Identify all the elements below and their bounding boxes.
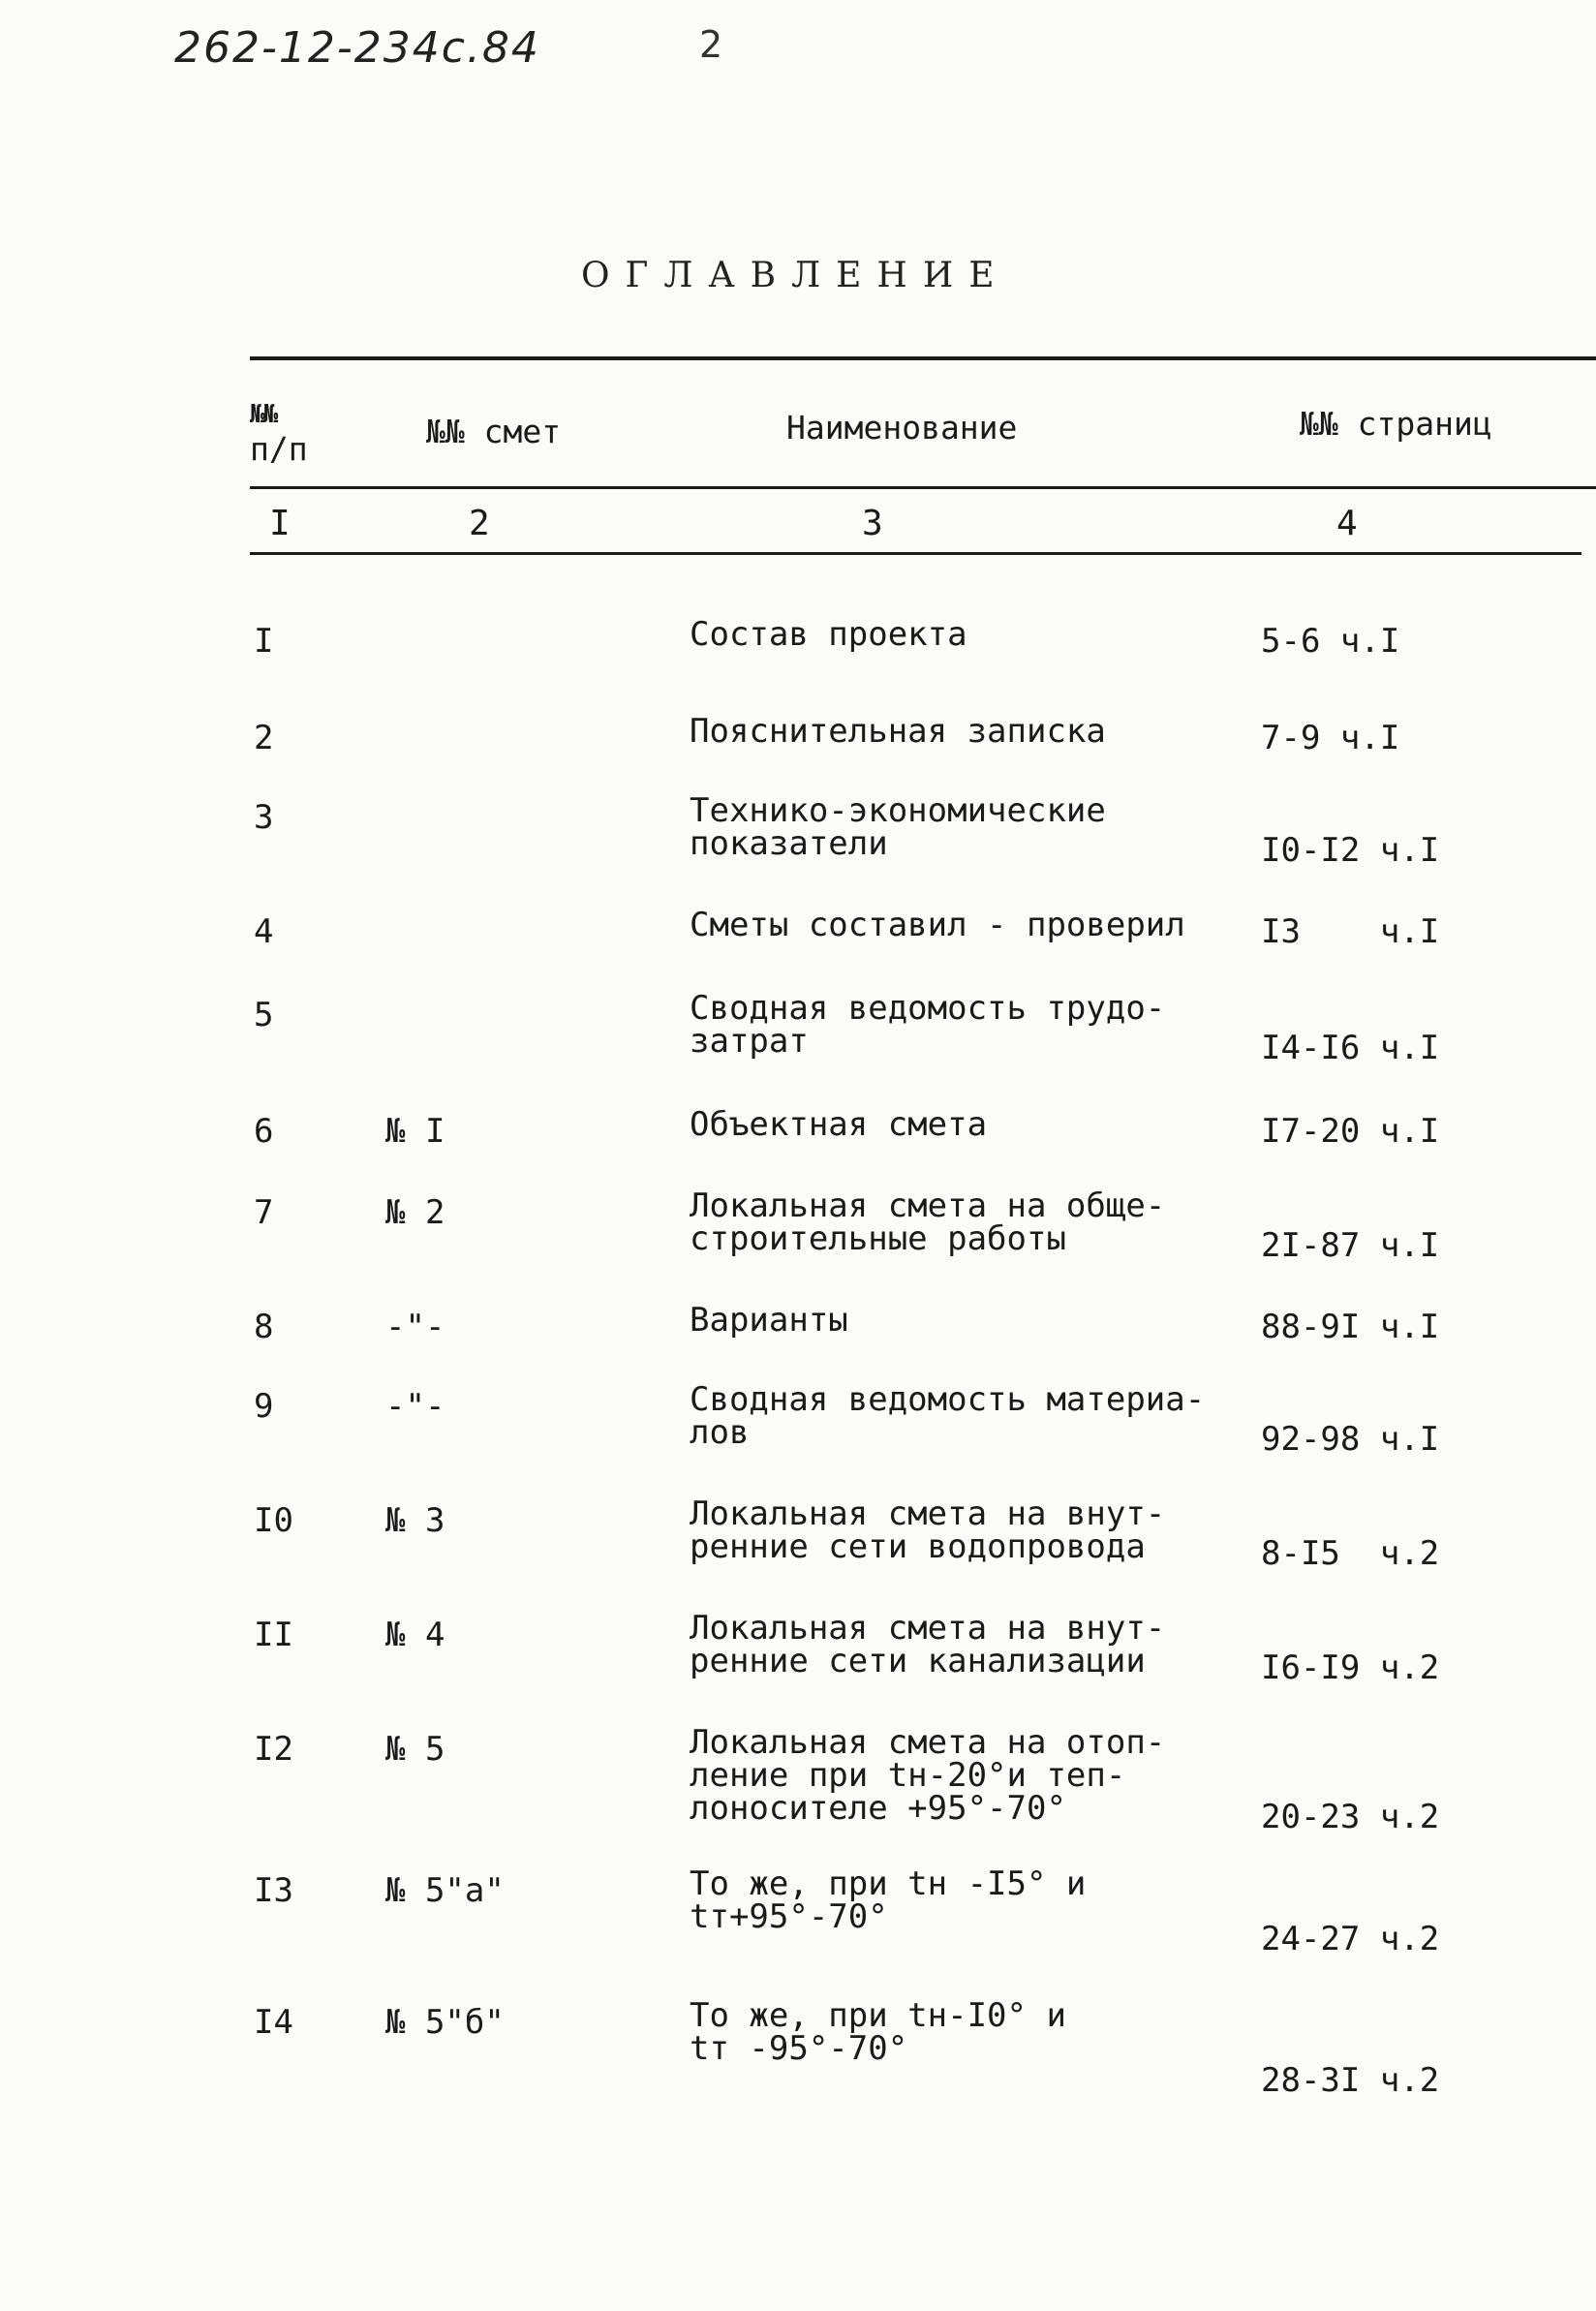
document-code: 262-12-234с.84 bbox=[174, 23, 540, 73]
row-estimate: № 4 bbox=[385, 1616, 445, 1654]
row-pages: 2I-87 ч.I bbox=[1261, 1226, 1440, 1265]
number-label: п/п bbox=[250, 430, 308, 468]
row-number: II bbox=[254, 1616, 293, 1654]
page-number: 2 bbox=[699, 23, 723, 66]
column-header-name: Наименование bbox=[786, 409, 1018, 447]
row-number: 4 bbox=[254, 912, 274, 951]
row-pages: I6-I9 ч.2 bbox=[1261, 1649, 1440, 1687]
row-number: I3 bbox=[254, 1871, 293, 1910]
header-bottom-rule bbox=[250, 486, 1596, 489]
row-name: Локальная смета на внут- ренние сети водопровода bbox=[690, 1494, 1166, 1566]
column-number: 4 bbox=[1336, 504, 1358, 543]
row-number: I4 bbox=[254, 2003, 293, 2042]
row-estimate: № 5"а" bbox=[385, 1871, 505, 1910]
row-number: I2 bbox=[254, 1730, 293, 1769]
row-name: Варианты bbox=[690, 1301, 848, 1340]
row-name: Локальная смета на внут- ренние сети канализации bbox=[690, 1609, 1166, 1680]
row-pages: 8-I5 ч.2 bbox=[1261, 1534, 1440, 1573]
row-pages: 88-9I ч.I bbox=[1261, 1308, 1440, 1346]
row-number: 9 bbox=[254, 1387, 274, 1426]
row-pages: I7-20 ч.I bbox=[1261, 1112, 1440, 1151]
row-estimate: № 3 bbox=[385, 1501, 445, 1540]
row-number: 3 bbox=[254, 798, 274, 837]
table-top-rule bbox=[250, 356, 1596, 360]
row-number: 6 bbox=[254, 1112, 274, 1151]
row-number: 5 bbox=[254, 996, 274, 1034]
row-name: То же, при tн -I5° и tт+95°-70° bbox=[690, 1864, 1087, 1936]
row-number: I0 bbox=[254, 1501, 293, 1540]
column-header-estimate: №№ смет bbox=[426, 413, 562, 450]
row-name: Пояснительная записка bbox=[690, 712, 1106, 751]
column-number: 3 bbox=[862, 504, 883, 543]
row-pages: 24-27 ч.2 bbox=[1261, 1920, 1440, 1958]
row-number: 2 bbox=[254, 719, 274, 757]
column-header-number bbox=[250, 397, 308, 467]
column-number: 2 bbox=[469, 504, 490, 543]
row-estimate: -"- bbox=[385, 1308, 445, 1346]
column-header-pages: №№ страниц bbox=[1300, 405, 1492, 443]
row-number: 7 bbox=[254, 1193, 274, 1232]
row-name: Локальная смета на отоп- ление при tн-20°и теп- лоносителе +95°-70° bbox=[690, 1723, 1166, 1828]
row-name: Сводная ведомость материа- лов bbox=[690, 1380, 1206, 1452]
column-number: I bbox=[269, 504, 291, 543]
page-title: ОГЛАВЛЕНИЕ bbox=[581, 256, 1010, 295]
row-name: Сметы составил - проверил bbox=[690, 906, 1185, 944]
column-number-rule bbox=[250, 552, 1581, 555]
row-name: Сводная ведомость трудо- затрат bbox=[690, 989, 1166, 1061]
row-pages: 20-23 ч.2 bbox=[1261, 1798, 1440, 1836]
row-estimate: -"- bbox=[385, 1387, 445, 1426]
row-pages: I3 ч.I bbox=[1261, 912, 1440, 951]
row-pages: 5-6 ч.I bbox=[1261, 622, 1400, 661]
row-name: Состав проекта bbox=[690, 615, 967, 654]
row-name: Объектная смета bbox=[690, 1105, 988, 1144]
row-estimate: № 5"б" bbox=[385, 2003, 505, 2042]
row-estimate: № I bbox=[385, 1112, 445, 1151]
row-number: I bbox=[254, 622, 274, 661]
row-name: Технико-экономические показатели bbox=[690, 791, 1106, 863]
row-estimate: № 2 bbox=[385, 1193, 445, 1232]
row-pages: I0-I2 ч.I bbox=[1261, 831, 1440, 870]
row-pages: 92-98 ч.I bbox=[1261, 1420, 1440, 1459]
row-pages: I4-I6 ч.I bbox=[1261, 1029, 1440, 1067]
row-number: 8 bbox=[254, 1308, 274, 1346]
row-name: Локальная смета на обще- строительные работы bbox=[690, 1186, 1166, 1258]
row-name: То же, при tн-I0° и tт -95°-70° bbox=[690, 1996, 1066, 2068]
row-pages: 28-3I ч.2 bbox=[1261, 2061, 1440, 2100]
row-estimate: № 5 bbox=[385, 1730, 445, 1769]
row-pages: 7-9 ч.I bbox=[1261, 719, 1400, 757]
number-mark: №№ bbox=[250, 400, 277, 429]
